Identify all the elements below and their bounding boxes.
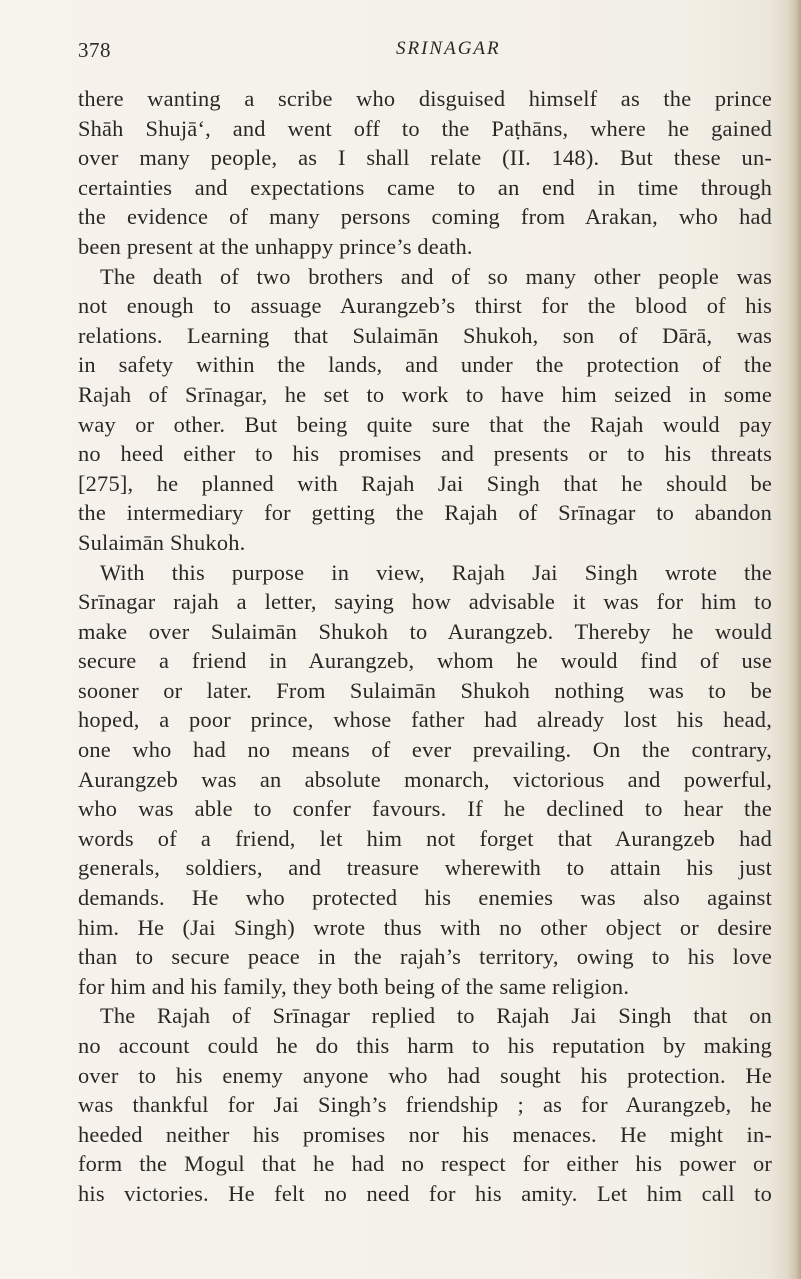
text-line: The death of two brothers and of so many other people was (100, 263, 772, 289)
text-line: was thankful for Jai Singh’s friendship ; as for Aurangzeb, he (78, 1092, 772, 1118)
text-line: Srīnagar rajah a letter, saying how advisable it was for him to (78, 589, 772, 615)
text-line: make over Sulaimān Shukoh to Aurangzeb. Thereby he would (78, 618, 772, 644)
text-line: for him and his family, they both being of the same religion. (78, 973, 630, 999)
text-line: one who had no means of ever prevailing. On the contrary, (78, 737, 772, 763)
text-line: generals, soldiers, and treasure wherewith to attain his just (78, 855, 772, 881)
text-line: there wanting a scribe who disguised himself as the prince (78, 86, 772, 111)
text-line: words of a friend, let him not forget that Aurangzeb had (78, 825, 772, 851)
text-line: heeded neither his promises nor his menaces. He might in- (78, 1121, 772, 1147)
text-line: way or other. But being quite sure that the Rajah would pay (78, 411, 772, 437)
running-title: SRINAGAR (396, 38, 501, 59)
running-head (78, 38, 788, 68)
text-line: in safety within the lands, and under the protection of the (78, 352, 772, 378)
text-line: over to his enemy anyone who had sought his protection. He (78, 1062, 772, 1088)
text-line: no account could he do this harm to his reputation by making (78, 1033, 772, 1058)
text-line: sooner or later. From Sulaimān Shukoh nothing was to be (78, 677, 772, 703)
text-line: hoped, a poor prince, whose father had already lost his head, (78, 707, 772, 733)
page-number: 378 (78, 38, 111, 62)
text-line: demands. He who protected his enemies was also against (78, 885, 772, 911)
text-line: than to secure peace in the rajah’s territory, owing to his love (78, 944, 772, 970)
page-edge-shadow (787, 0, 801, 1279)
text-line: Aurangzeb was an absolute monarch, victorious and powerful, (78, 766, 772, 792)
text-line: over many people, as I shall relate (II. 148). But these un- (78, 145, 772, 171)
text-line: Rajah of Srīnagar, he set to work to have him seized in some (78, 381, 772, 407)
text-line: [275], he planned with Rajah Jai Singh that he should be (78, 470, 772, 496)
text-line: secure a friend in Aurangzeb, whom he would find of use (78, 648, 772, 674)
text-line: certainties and expectations came to an end in time through (78, 174, 772, 200)
text-line: the intermediary for getting the Rajah of Srīnagar to abandon (78, 500, 772, 526)
text-line: Shāh Shujā‘, and went off to the Paṭhāns, where he gained (78, 115, 772, 141)
text-line: form the Mogul that he had no respect for either his power or (78, 1151, 772, 1177)
text-line: relations. Learning that Sulaimān Shukoh, son of Dārā, was (78, 322, 772, 348)
text-line: him. He (Jai Singh) wrote thus with no other object or desire (78, 914, 772, 940)
body-text (78, 84, 772, 1209)
text-line: been present at the unhappy prince’s death. (78, 233, 473, 259)
text-line: the evidence of many persons coming from Arakan, who had (78, 204, 772, 230)
text-line: who was able to confer favours. If he declined to hear the (78, 796, 772, 822)
text-line: no heed either to his promises and presents or to his threats (78, 441, 772, 467)
text-line: The Rajah of Srīnagar replied to Rajah Jai Singh that on (100, 1003, 772, 1029)
text-line: With this purpose in view, Rajah Jai Singh wrote the (100, 559, 772, 585)
text-line: not enough to assuage Aurangzeb’s thirst for the blood of his (78, 293, 772, 319)
text-line: his victories. He felt no need for his amity. Let him call to (78, 1180, 772, 1206)
text-line: Sulaimān Shukoh. (78, 529, 246, 555)
